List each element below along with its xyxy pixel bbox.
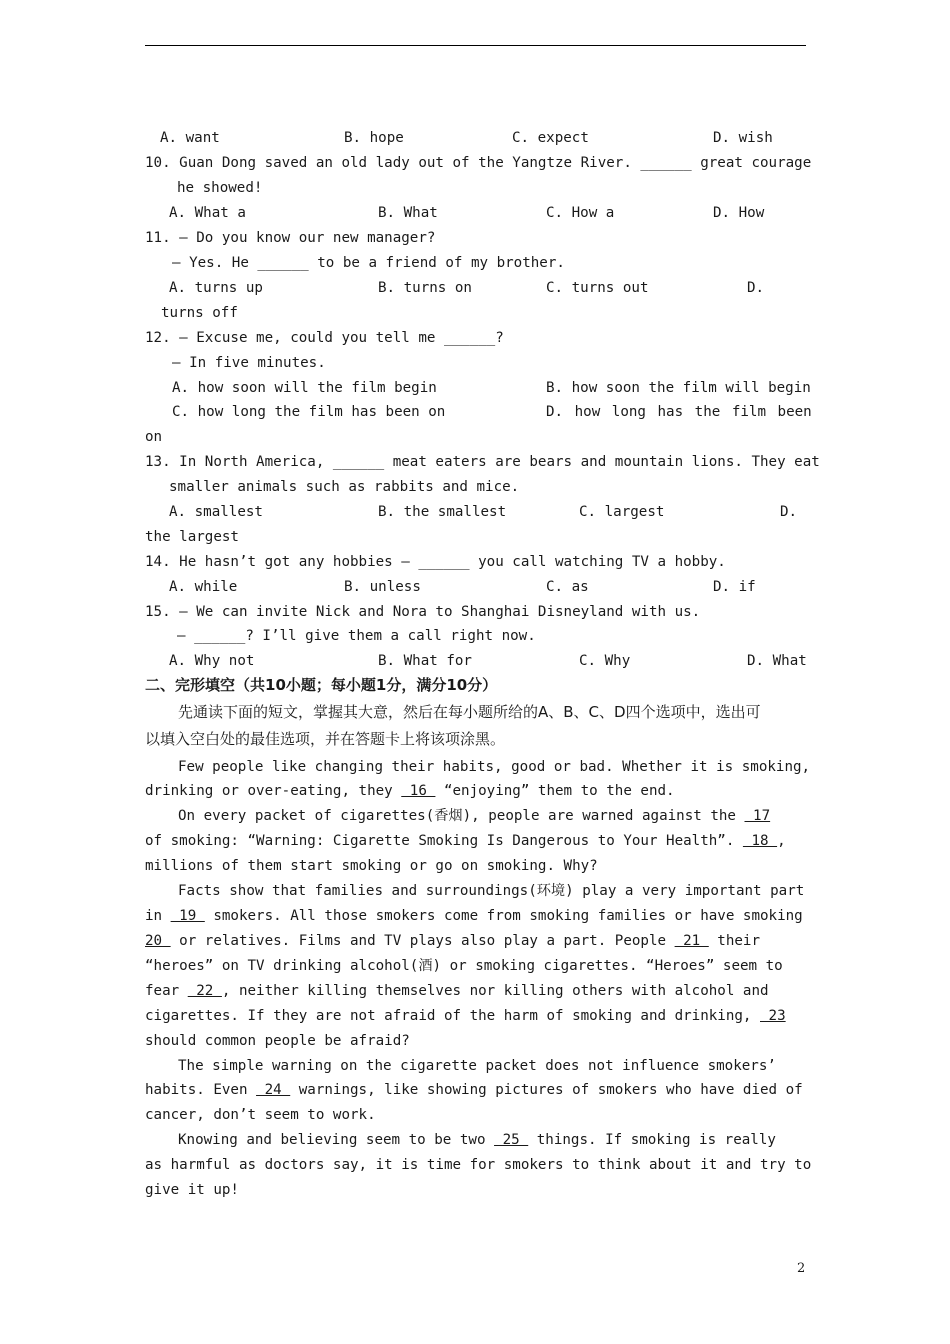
- q13-option-b: B. the smallest: [378, 504, 507, 520]
- passage-line: Few people like changing their habits, good or bad. Whether it is smoking,: [178, 759, 811, 775]
- passage-line: should common people be afraid?: [145, 1033, 410, 1049]
- passage-line: “heroes” on TV drinking alcohol(酒) or smoking cigarettes. “Heroes” seem to: [145, 958, 783, 974]
- passage-line: The simple warning on the cigarette packet does not influence smokers’: [178, 1058, 776, 1074]
- q13-stem: 13. In North America, ______ meat eaters are bears and mountain lions. They eat: [145, 454, 820, 470]
- passage-line: cigarettes. If they are not afraid of the harm of smoking and drinking, 23: [145, 1008, 786, 1024]
- passage-line: of smoking: “Warning: Cigarette Smoking Is Dangerous to Your Health”. 18 ,: [145, 833, 786, 849]
- q13-stem-cont: smaller animals such as rabbits and mice.: [169, 479, 520, 495]
- q10-option-a: A. What a: [169, 205, 246, 221]
- q9-option-d: D. wish: [713, 130, 773, 146]
- q13-option-d-text: the largest: [145, 529, 239, 545]
- blank-25: 25: [494, 1132, 529, 1148]
- blank-21: 21: [674, 933, 709, 949]
- passage-line: as harmful as doctors say, it is time for smokers to think about it and try to: [145, 1157, 812, 1173]
- q13-option-a: A. smallest: [169, 504, 263, 520]
- q15-option-a: A. Why not: [169, 653, 255, 669]
- q11-option-b: B. turns on: [378, 280, 472, 296]
- passage-line: habits. Even 24 warnings, like showing pictures of smokers who have died of: [145, 1082, 803, 1098]
- q9-option-b: B. hope: [344, 130, 404, 146]
- q12-stem: 12. — Excuse me, could you tell me ______?: [145, 330, 504, 346]
- q15-option-c: C. Why: [579, 653, 631, 669]
- q12-reply: — In five minutes.: [172, 355, 326, 371]
- q12-option-a: A. how soon will the film begin: [172, 380, 437, 396]
- q12-option-d: D. how long has the film been: [546, 404, 812, 420]
- q14-option-a: A. while: [169, 579, 238, 595]
- passage-line: 20 or relatives. Films and TV plays also play a part. People 21 their: [145, 933, 761, 949]
- passage-line: cancer, don’t seem to work.: [145, 1107, 376, 1123]
- q12-option-d-cont: on: [145, 429, 163, 445]
- blank-23: 23: [760, 1008, 786, 1024]
- q13-option-d: D.: [780, 504, 798, 520]
- q15-option-d: D. What: [747, 653, 807, 669]
- q11-reply: — Yes. He ______ to be a friend of my brother.: [172, 255, 565, 271]
- q14-option-b: B. unless: [344, 579, 421, 595]
- q10-stem-cont: he showed!: [177, 180, 263, 196]
- q14-option-d: D. if: [713, 579, 756, 595]
- header-rule: [145, 45, 806, 46]
- passage-line: drinking or over-eating, they 16 “enjoying” them to the end.: [145, 783, 675, 799]
- q11-option-d: D.: [747, 280, 765, 296]
- q11-stem: 11. — Do you know our new manager?: [145, 230, 436, 246]
- passage-line: millions of them start smoking or go on smoking. Why?: [145, 858, 598, 874]
- q11-option-c: C. turns out: [546, 280, 649, 296]
- blank-17: 17: [744, 808, 771, 824]
- blank-20: 20: [145, 933, 171, 949]
- blank-18: 18: [742, 833, 778, 849]
- q9-option-c: C. expect: [512, 130, 589, 146]
- q12-option-c: C. how long the film has been on: [172, 404, 446, 420]
- passage-line: On every packet of cigarettes(香烟), people are warned against the 17: [178, 808, 771, 824]
- q13-option-c: C. largest: [579, 504, 665, 520]
- q10-option-b: B. What: [378, 205, 438, 221]
- blank-16: 16: [401, 783, 436, 799]
- q10-option-d: D. How: [713, 205, 765, 221]
- q9-option-a: A. want: [160, 130, 220, 146]
- blank-22: 22: [187, 983, 222, 999]
- q15-stem: 15. — We can invite Nick and Nora to Shanghai Disneyland with us.: [145, 604, 701, 620]
- passage-line: in 19 smokers. All those smokers come from smoking families or have smoking: [145, 908, 803, 924]
- blank-19: 19: [170, 908, 205, 924]
- q14-stem: 14. He hasn’t got any hobbies — ______ you call watching TV a hobby.: [145, 554, 726, 570]
- q11-option-d-text: turns off: [161, 305, 238, 321]
- q10-option-c: C. How a: [546, 205, 615, 221]
- passage-line: Knowing and believing seem to be two 25 things. If smoking is really: [178, 1132, 776, 1148]
- passage-line: Facts show that families and surroundings(环境) play a very important part: [178, 883, 805, 899]
- q10-stem: 10. Guan Dong saved an old lady out of the Yangtze River. ______ great courage: [145, 155, 812, 171]
- q15-reply: — ______? I’ll give them a call right now.: [177, 628, 536, 644]
- passage-line: give it up!: [145, 1182, 239, 1198]
- section-instruction-cont: 以填入空白处的最佳选项，并在答题卡上将该项涂黑。: [145, 730, 506, 748]
- section-instruction: 先通读下面的短文，掌握其大意，然后在每小题所给的A、B、C、D四个选项中，选出可: [178, 703, 761, 721]
- section-heading: 二、完形填空（共10小题；每小题1分，满分10分）: [145, 676, 498, 694]
- q14-option-c: C. as: [546, 579, 589, 595]
- q15-option-b: B. What for: [378, 653, 472, 669]
- passage-line: fear 22 , neither killing themselves nor killing others with alcohol and: [145, 983, 769, 999]
- page-number: 2: [797, 1261, 806, 1276]
- q12-option-b: B. how soon the film will begin: [546, 380, 811, 396]
- blank-24: 24: [256, 1082, 291, 1098]
- q11-option-a: A. turns up: [169, 280, 263, 296]
